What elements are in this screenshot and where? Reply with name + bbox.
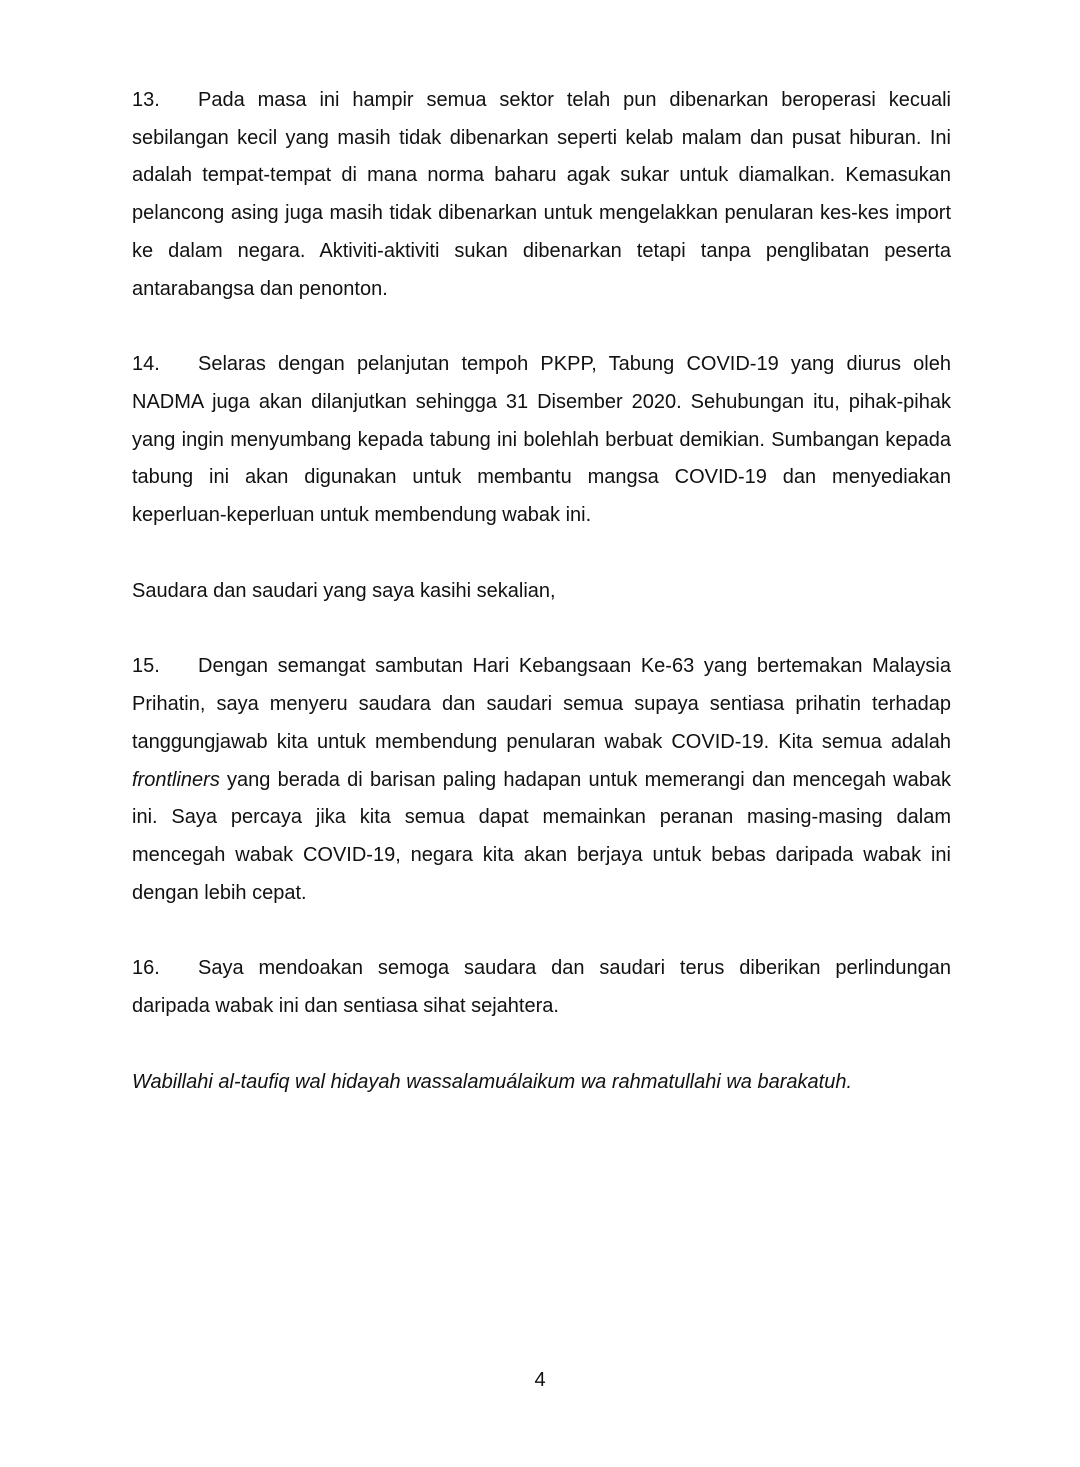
paragraph-number: 14.	[132, 353, 160, 376]
paragraph-16	[132, 950, 951, 1025]
paragraph-text: Selaras dengan pelanjutan tempoh PKPP, Tabung COVID-19 yang diurus oleh NADMA juga akan dilanjutkan sehingga 31 Disember 2020. Sehubungan itu, pihak-pihak yang ingin menyumbang kepada tabung ini bolehlah berbuat demikian. Sumbangan kepada tabung ini akan digunakan untuk membantu mangsa COVID-19 dan menyediakan keperluan-keperluan untuk membendung wabak ini.	[132, 353, 951, 527]
paragraph-text: Saya mendoakan semoga saudara dan saudari terus diberikan perlindungan daripada wabak ini dan sentiasa sihat sejahtera.	[132, 957, 951, 1018]
page-number: 4	[534, 1369, 546, 1391]
paragraph-13	[132, 82, 951, 308]
paragraph-text: Dengan semangat sambutan Hari Kebangsaan Ke-63 yang bertemakan Malaysia Prihatin, saya menyeru saudara dan saudari semua supaya sentiasa prihatin terhadap tanggungjawab kita untuk membendung penularan wabak COVID-19. Kita semua adalah	[132, 655, 951, 753]
paragraph-text-continued: yang berada di barisan paling hadapan untuk memerangi dan mencegah wabak ini. Saya percaya jika kita semua dapat memainkan peranan masing-masing dalam mencegah wabak COVID-19, negara kita akan berjaya untuk bebas daripada wabak ini dengan lebih cepat.	[132, 768, 951, 904]
paragraph-number: 13.	[132, 89, 160, 111]
salutation: Saudara dan saudari yang saya kasihi sekalian,	[132, 579, 556, 602]
paragraph-number: 16.	[132, 957, 160, 980]
document-page	[132, 82, 951, 1101]
paragraph-15	[132, 648, 951, 912]
paragraph-14	[132, 346, 951, 535]
closing-remark: Wabillahi al-taufiq wal hidayah wassalamuálaikum wa rahmatullahi wa barakatuh.	[132, 1070, 852, 1093]
paragraph-number: 15.	[132, 655, 160, 678]
italic-term: frontliners	[132, 768, 220, 791]
paragraph-text: Pada masa ini hampir semua sektor telah pun dibenarkan beroperasi kecuali sebilangan kecil yang masih tidak dibenarkan seperti kelab malam dan pusat hiburan. Ini adalah tempat-tempat di mana norma baharu agak sukar untuk diamalkan. Kemasukan pelancong asing juga masih tidak dibenarkan untuk mengelakkan penularan kes-kes import ke dalam negara. Aktiviti-aktiviti sukan dibenarkan tetapi tanpa penglibatan peserta antarabangsa dan penonton.	[132, 89, 951, 300]
